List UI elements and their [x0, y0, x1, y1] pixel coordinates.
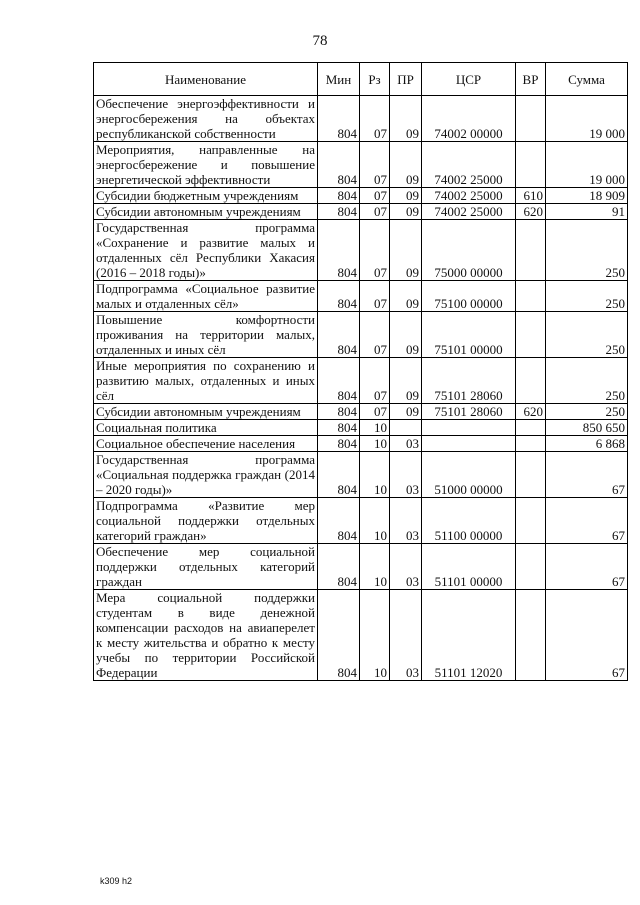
cell-sum: 67: [546, 498, 628, 544]
cell-pr: 03: [390, 544, 422, 590]
cell-csr: 75100 00000: [422, 281, 516, 312]
cell-sum: 6 868: [546, 436, 628, 452]
cell-min: 804: [318, 404, 360, 420]
cell-csr: 51100 00000: [422, 498, 516, 544]
cell-pr: 09: [390, 312, 422, 358]
cell-rz: 10: [360, 544, 390, 590]
cell-sum: 19 000: [546, 96, 628, 142]
cell-sum: 250: [546, 312, 628, 358]
cell-vr: [516, 142, 546, 188]
cell-csr: 74002 25000: [422, 188, 516, 204]
cell-pr: 09: [390, 220, 422, 281]
col-header-vr: ВР: [516, 63, 546, 96]
cell-rz: 10: [360, 420, 390, 436]
cell-name: Подпрограмма «Развитие мер социальной поддержки отдельных категорий граждан»: [94, 498, 318, 544]
cell-rz: 07: [360, 312, 390, 358]
cell-rz: 07: [360, 96, 390, 142]
cell-min: 804: [318, 590, 360, 681]
cell-csr: 51101 00000: [422, 544, 516, 590]
table-row: [94, 142, 628, 188]
cell-rz: 10: [360, 590, 390, 681]
cell-min: 804: [318, 452, 360, 498]
table-row: [94, 452, 628, 498]
cell-vr: 610: [516, 188, 546, 204]
cell-name: Социальная политика: [94, 420, 318, 436]
cell-sum: 19 000: [546, 142, 628, 188]
cell-csr: [422, 436, 516, 452]
table-row: [94, 436, 628, 452]
cell-rz: 07: [360, 281, 390, 312]
cell-sum: 850 650: [546, 420, 628, 436]
cell-pr: 09: [390, 404, 422, 420]
cell-min: 804: [318, 96, 360, 142]
cell-rz: 07: [360, 204, 390, 220]
cell-sum: 67: [546, 452, 628, 498]
cell-name: Социальное обеспечение населения: [94, 436, 318, 452]
cell-sum: 67: [546, 544, 628, 590]
cell-pr: 03: [390, 436, 422, 452]
cell-vr: [516, 436, 546, 452]
table-row: [94, 358, 628, 404]
cell-rz: 10: [360, 436, 390, 452]
cell-name: Государственная программа «Социальная поддержка граждан (2014 – 2020 годы)»: [94, 452, 318, 498]
cell-csr: 51101 12020: [422, 590, 516, 681]
table-row: [94, 404, 628, 420]
cell-name: Подпрограмма «Социальное развитие малых и отдаленных сёл»: [94, 281, 318, 312]
cell-pr: 09: [390, 204, 422, 220]
cell-pr: 09: [390, 281, 422, 312]
col-header-min: Мин: [318, 63, 360, 96]
cell-pr: 09: [390, 142, 422, 188]
budget-table: [93, 62, 628, 681]
cell-sum: 67: [546, 590, 628, 681]
cell-csr: 74002 00000: [422, 96, 516, 142]
cell-min: 804: [318, 142, 360, 188]
cell-csr: 51000 00000: [422, 452, 516, 498]
cell-csr: 75101 28060: [422, 358, 516, 404]
col-header-name: Наименование: [94, 63, 318, 96]
cell-min: 804: [318, 544, 360, 590]
cell-sum: 18 909: [546, 188, 628, 204]
cell-pr: [390, 420, 422, 436]
cell-vr: [516, 281, 546, 312]
cell-vr: [516, 358, 546, 404]
cell-sum: 250: [546, 220, 628, 281]
cell-min: 804: [318, 281, 360, 312]
cell-sum: 250: [546, 404, 628, 420]
table-row: [94, 188, 628, 204]
cell-min: 804: [318, 436, 360, 452]
cell-rz: 07: [360, 220, 390, 281]
cell-min: 804: [318, 420, 360, 436]
cell-pr: 09: [390, 358, 422, 404]
cell-name: Мероприятия, направленные на энергосбережение и повышение энергетической эффективности: [94, 142, 318, 188]
cell-csr: 75101 00000: [422, 312, 516, 358]
cell-vr: [516, 96, 546, 142]
cell-pr: 03: [390, 590, 422, 681]
cell-min: 804: [318, 220, 360, 281]
table-row: [94, 498, 628, 544]
cell-pr: 03: [390, 452, 422, 498]
page-number: 78: [312, 33, 328, 49]
cell-csr: 75000 00000: [422, 220, 516, 281]
cell-vr: [516, 498, 546, 544]
cell-name: Субсидии автономным учреждениям: [94, 204, 318, 220]
cell-csr: 74002 25000: [422, 204, 516, 220]
cell-csr: 74002 25000: [422, 142, 516, 188]
cell-vr: [516, 312, 546, 358]
cell-sum: 250: [546, 358, 628, 404]
table-row: [94, 590, 628, 681]
header-row: [94, 63, 628, 96]
cell-name: Субсидии автономным учреждениям: [94, 404, 318, 420]
table-row: [94, 420, 628, 436]
cell-rz: 10: [360, 452, 390, 498]
cell-rz: 10: [360, 498, 390, 544]
table-row: [94, 281, 628, 312]
table-row: [94, 204, 628, 220]
cell-pr: 09: [390, 96, 422, 142]
cell-name: Обеспечение энергоэффективности и энергосбережения на объектах республиканской собственности: [94, 96, 318, 142]
cell-min: 804: [318, 312, 360, 358]
table-row: [94, 96, 628, 142]
cell-min: 804: [318, 188, 360, 204]
cell-name: Субсидии бюджетным учреждениям: [94, 188, 318, 204]
cell-vr: [516, 420, 546, 436]
table-row: [94, 544, 628, 590]
cell-rz: 07: [360, 188, 390, 204]
cell-rz: 07: [360, 142, 390, 188]
cell-vr: [516, 220, 546, 281]
col-header-csr: ЦСР: [422, 63, 516, 96]
cell-vr: 620: [516, 404, 546, 420]
cell-pr: 03: [390, 498, 422, 544]
cell-min: 804: [318, 358, 360, 404]
col-header-sum: Сумма: [546, 63, 628, 96]
cell-name: Обеспечение мер социальной поддержки отдельных категорий граждан: [94, 544, 318, 590]
cell-csr: [422, 420, 516, 436]
cell-vr: 620: [516, 204, 546, 220]
cell-pr: 09: [390, 188, 422, 204]
cell-name: Мера социальной поддержки студентам в виде денежной компенсации расходов на авиаперелет к месту жительства и обратно к месту учебы по территории Российской Федерации: [94, 590, 318, 681]
cell-sum: 91: [546, 204, 628, 220]
cell-name: Повышение комфортности проживания на территории малых, отдаленных и иных сёл: [94, 312, 318, 358]
cell-vr: [516, 590, 546, 681]
cell-name: Иные мероприятия по сохранению и развитию малых, отдаленных и иных сёл: [94, 358, 318, 404]
cell-min: 804: [318, 498, 360, 544]
cell-rz: 07: [360, 404, 390, 420]
cell-rz: 07: [360, 358, 390, 404]
table-row: [94, 312, 628, 358]
cell-sum: 250: [546, 281, 628, 312]
col-header-rz: Рз: [360, 63, 390, 96]
cell-csr: 75101 28060: [422, 404, 516, 420]
cell-vr: [516, 452, 546, 498]
cell-min: 804: [318, 204, 360, 220]
cell-name: Государственная программа «Сохранение и развитие малых и отдаленных сёл Республики Хакасия (2016 – 2018 годы)»: [94, 220, 318, 281]
cell-vr: [516, 544, 546, 590]
col-header-pr: ПР: [390, 63, 422, 96]
table-row: [94, 220, 628, 281]
footer-code: k309 h2: [100, 876, 133, 886]
